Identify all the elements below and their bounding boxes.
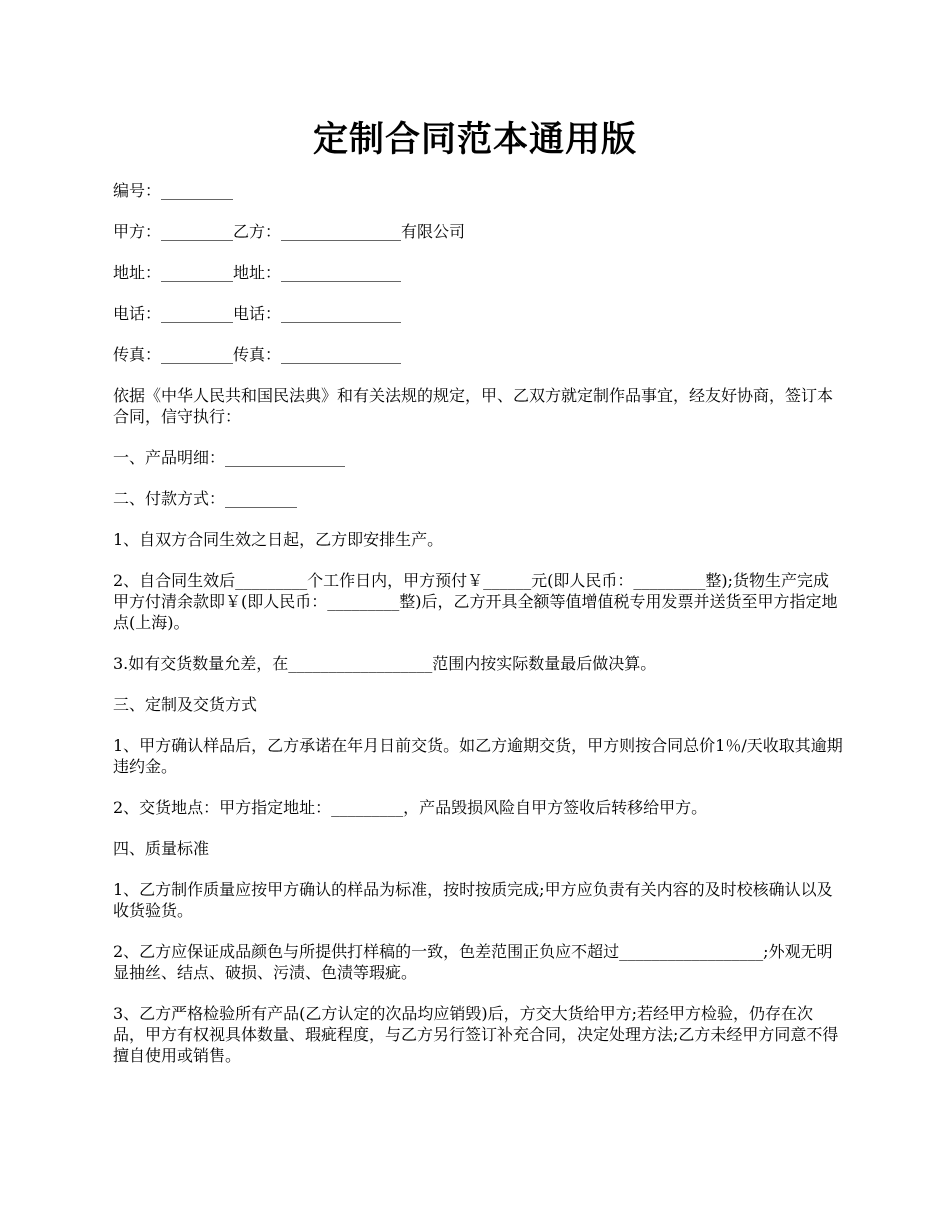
quality-clause-1: 1、乙方制作质量应按甲方确认的样品为标准，按时按质完成;甲方应负责有关内容的及时校核确认以及收货验货。 <box>113 880 833 920</box>
party-names: 甲方：_________乙方：_______________有限公司 <box>113 222 466 241</box>
party-phones: 电话：_________电话：_______________ <box>113 304 402 323</box>
section-delivery: 三、定制及交货方式 <box>113 695 258 714</box>
payment-clause-1: 1、自双方合同生效之日起，乙方即安排生产。 <box>113 530 444 549</box>
document-title: 定制合同范本通用版 <box>312 120 637 160</box>
quality-clause-2: 2、乙方应保证成品颜色与所提供打样稿的一致，色差范围正负应不超过__________________;外观无明显抽丝、结点、破损、污渍、色渍等瑕疵。 <box>113 942 833 982</box>
payment-clause-2: 2、自合同生效后_________个工作日内，甲方预付￥______元(即人民币：_________整);货物生产完成甲方付清余款即￥(即人民币：_________整)后，乙方开具全额等值增值税专用发票并送货至甲方指定地点(上海)。 <box>113 571 838 632</box>
delivery-clause-1: 1、甲方确认样品后，乙方承诺在年月日前交货。如乙方逾期交货，甲方则按合同总价1％/天收取其逾期违约金。 <box>113 736 843 776</box>
delivery-clause-2: 2、交货地点：甲方指定地址：_________，产品毁损风险自甲方签收后转移给甲方。 <box>113 798 708 817</box>
section-quality: 四、质量标准 <box>113 839 210 858</box>
payment-clause-3: 3.如有交货数量允差，在__________________范围内按实际数量最后做决算。 <box>113 654 657 673</box>
section-product-details: 一、产品明细：_______________ <box>113 448 346 467</box>
party-faxes: 传真：_________传真：_______________ <box>113 345 402 364</box>
contract-number: 编号：_________ <box>113 181 234 200</box>
document-body <box>113 180 843 1086</box>
quality-clause-3: 3、乙方严格检验所有产品(乙方认定的次品均应销毁)后，方交大货给甲方;若经甲方检验，仍存在次品，甲方有权视具体数量、瑕疵程度，与乙方另行签订补充合同，决定处理方法;乙方未经甲方同意不得擅自使用或销售。 <box>113 1004 839 1065</box>
preamble: 依据《中华人民共和国民法典》和有关法规的规定，甲、乙双方就定制作品事宜，经友好协商，签订本合同，信守执行： <box>113 386 834 426</box>
section-payment: 二、付款方式：_________ <box>113 489 298 508</box>
party-addresses: 地址：_________地址：_______________ <box>113 263 402 282</box>
